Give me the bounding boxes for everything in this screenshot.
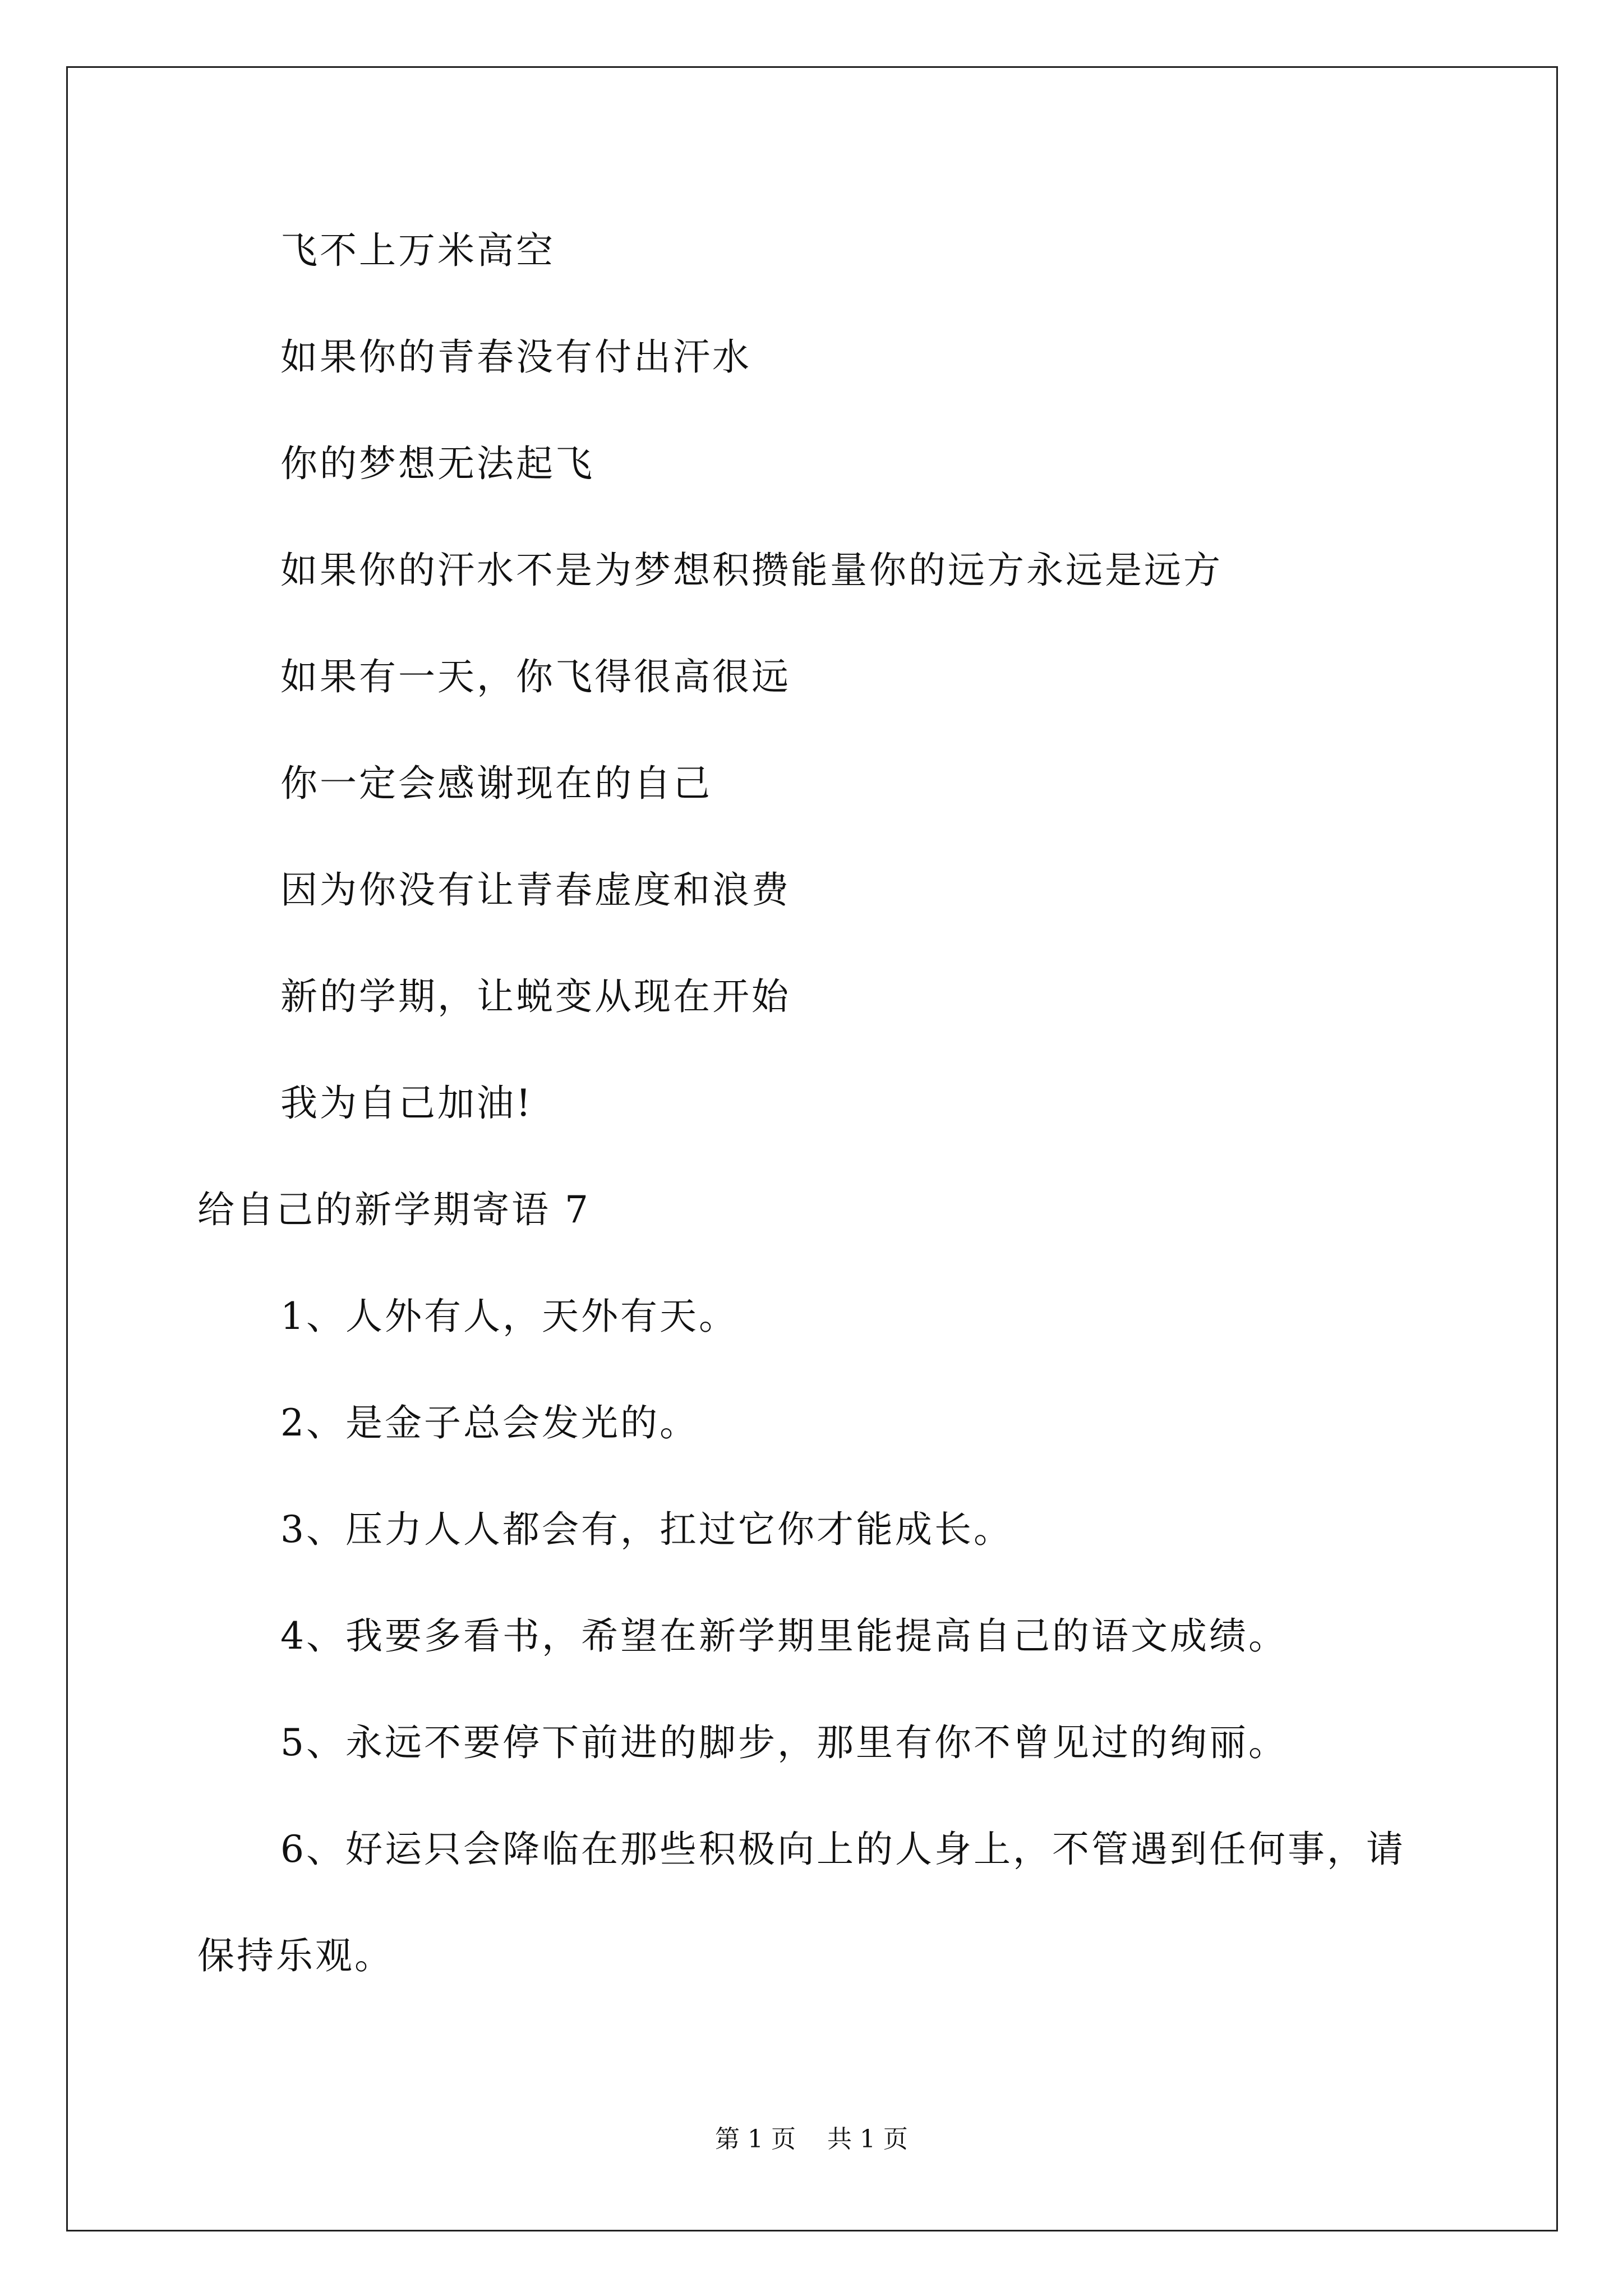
poem-line: 如果你的青春没有付出汗水 xyxy=(280,335,751,379)
poem-line: 飞不上万米高空 xyxy=(280,229,555,272)
list-item: 2、是金子总会发光的。 xyxy=(280,1401,699,1444)
list-item: 1、人外有人，天外有天。 xyxy=(280,1295,738,1338)
list-item: 4、我要多看书，希望在新学期里能提高自己的语文成绩。 xyxy=(280,1614,1288,1658)
poem-line: 你一定会感谢现在的自己 xyxy=(280,762,712,805)
page-number-footer: 第 1 页 共 1 页 xyxy=(715,2125,908,2154)
list-item: 6、好运只会降临在那些积极向上的人身上，不管遇到任何事，请 xyxy=(280,1828,1405,1871)
poem-line: 因为你没有让青春虚度和浪费 xyxy=(280,868,791,912)
poem-line: 如果你的汗水不是为梦想积攒能量你的远方永远是远方 xyxy=(280,549,1223,592)
poem-line: 你的梦想无法起飞 xyxy=(280,442,594,485)
page-border xyxy=(66,66,1558,2231)
poem-line: 我为自己加油! xyxy=(280,1082,533,1125)
poem-line: 如果有一天，你飞得很高很远 xyxy=(280,655,791,698)
poem-line: 新的学期，让蜕变从现在开始 xyxy=(280,975,791,1018)
list-item: 5、永远不要停下前进的脚步，那里有你不曾见过的绚丽。 xyxy=(280,1721,1288,1764)
section-heading: 给自己的新学期寄语 7 xyxy=(197,1188,591,1231)
list-item: 3、压力人人都会有，扛过它你才能成长。 xyxy=(280,1508,1013,1551)
list-item-continuation: 保持乐观。 xyxy=(197,1934,394,1977)
